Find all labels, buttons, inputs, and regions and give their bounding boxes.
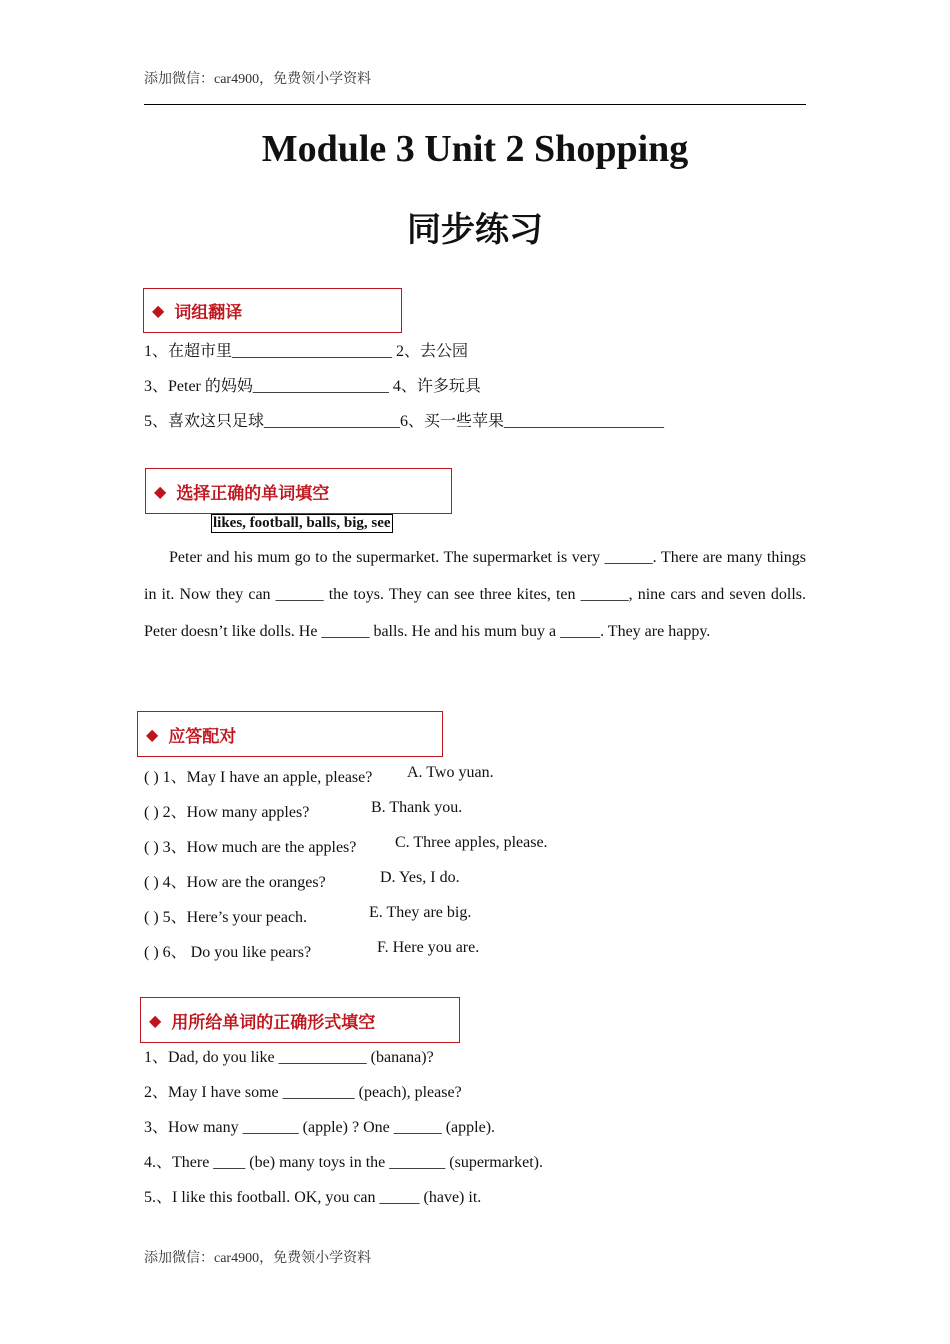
- section-heading-word-fill: [145, 468, 452, 514]
- section-heading-word-forms: [140, 997, 460, 1043]
- list-item: 2、May I have some _________ (peach), please?: [144, 1084, 462, 1101]
- page-subtitle: 同步练习: [407, 210, 543, 250]
- answer-option: C. Three apples, please.: [395, 834, 548, 851]
- question-item: ( ) 3、How much are the apples?: [144, 839, 357, 856]
- answer-option: F. Here you are.: [377, 939, 480, 956]
- list-item: 4.、There ____ (be) many toys in the _______ (supermarket).: [144, 1154, 544, 1171]
- header-note: 添加微信：car4900，免费领小学资料: [144, 72, 372, 87]
- list-item: 3、How many _______ (apple) ? One ______ (apple).: [144, 1119, 496, 1136]
- answer-option: A. Two yuan.: [407, 764, 494, 781]
- list-item: 5、喜欢这只足球_________________6、买一些苹果____________________: [144, 413, 665, 430]
- section-heading-label: 应答配对: [168, 726, 237, 747]
- answer-option: E. They are big.: [369, 904, 472, 921]
- answer-option: D. Yes, I do.: [380, 869, 460, 886]
- section-heading-label: 词组翻译: [174, 303, 243, 323]
- word-bank: likes, football, balls, big, see: [213, 515, 391, 531]
- list-item: 1、在超市里____________________ 2、去公园: [144, 343, 469, 360]
- footer-note: 添加微信：car4900，免费领小学资料: [144, 1251, 372, 1266]
- header-divider: [144, 104, 806, 105]
- list-item: 5.、I like this football. OK, you can _____ (have) it.: [144, 1189, 482, 1206]
- question-item: ( ) 4、How are the oranges?: [144, 874, 326, 891]
- section-heading-phrase-translation: [143, 288, 402, 333]
- diamond-icon: ◆: [152, 301, 165, 320]
- question-item: ( ) 6、 Do you like pears?: [144, 944, 312, 961]
- section-heading-label: 选择正确的单词填空: [176, 483, 330, 504]
- answer-option: B. Thank you.: [371, 799, 463, 816]
- list-item: 3、Peter 的妈妈_________________ 4、许多玩具: [144, 378, 481, 395]
- list-item: 1、Dad, do you like ___________ (banana)?: [144, 1049, 434, 1066]
- question-item: ( ) 2、How many apples?: [144, 804, 310, 821]
- section-heading-response-matching: [137, 711, 443, 757]
- diamond-icon: ◆: [146, 724, 159, 744]
- diamond-icon: ◆: [154, 481, 167, 501]
- question-item: ( ) 1、May I have an apple, please?: [144, 769, 373, 786]
- cloze-passage: Peter and his mum go to the supermarket. The supermarket is very ______. There are many things in it. Now they can ______ the toys. They can see three kites, ten ______, nine cars and seven dolls. Peter doesn’t like dolls. He ______ balls. He and his mum buy a _____. They are happy.: [144, 549, 806, 640]
- diamond-icon: ◆: [149, 1010, 162, 1030]
- section-heading-label: 用所给单词的正确形式填空: [171, 1012, 376, 1033]
- question-item: ( ) 5、Here’s your peach.: [144, 909, 308, 926]
- page-title: Module 3 Unit 2 Shopping: [261, 128, 689, 170]
